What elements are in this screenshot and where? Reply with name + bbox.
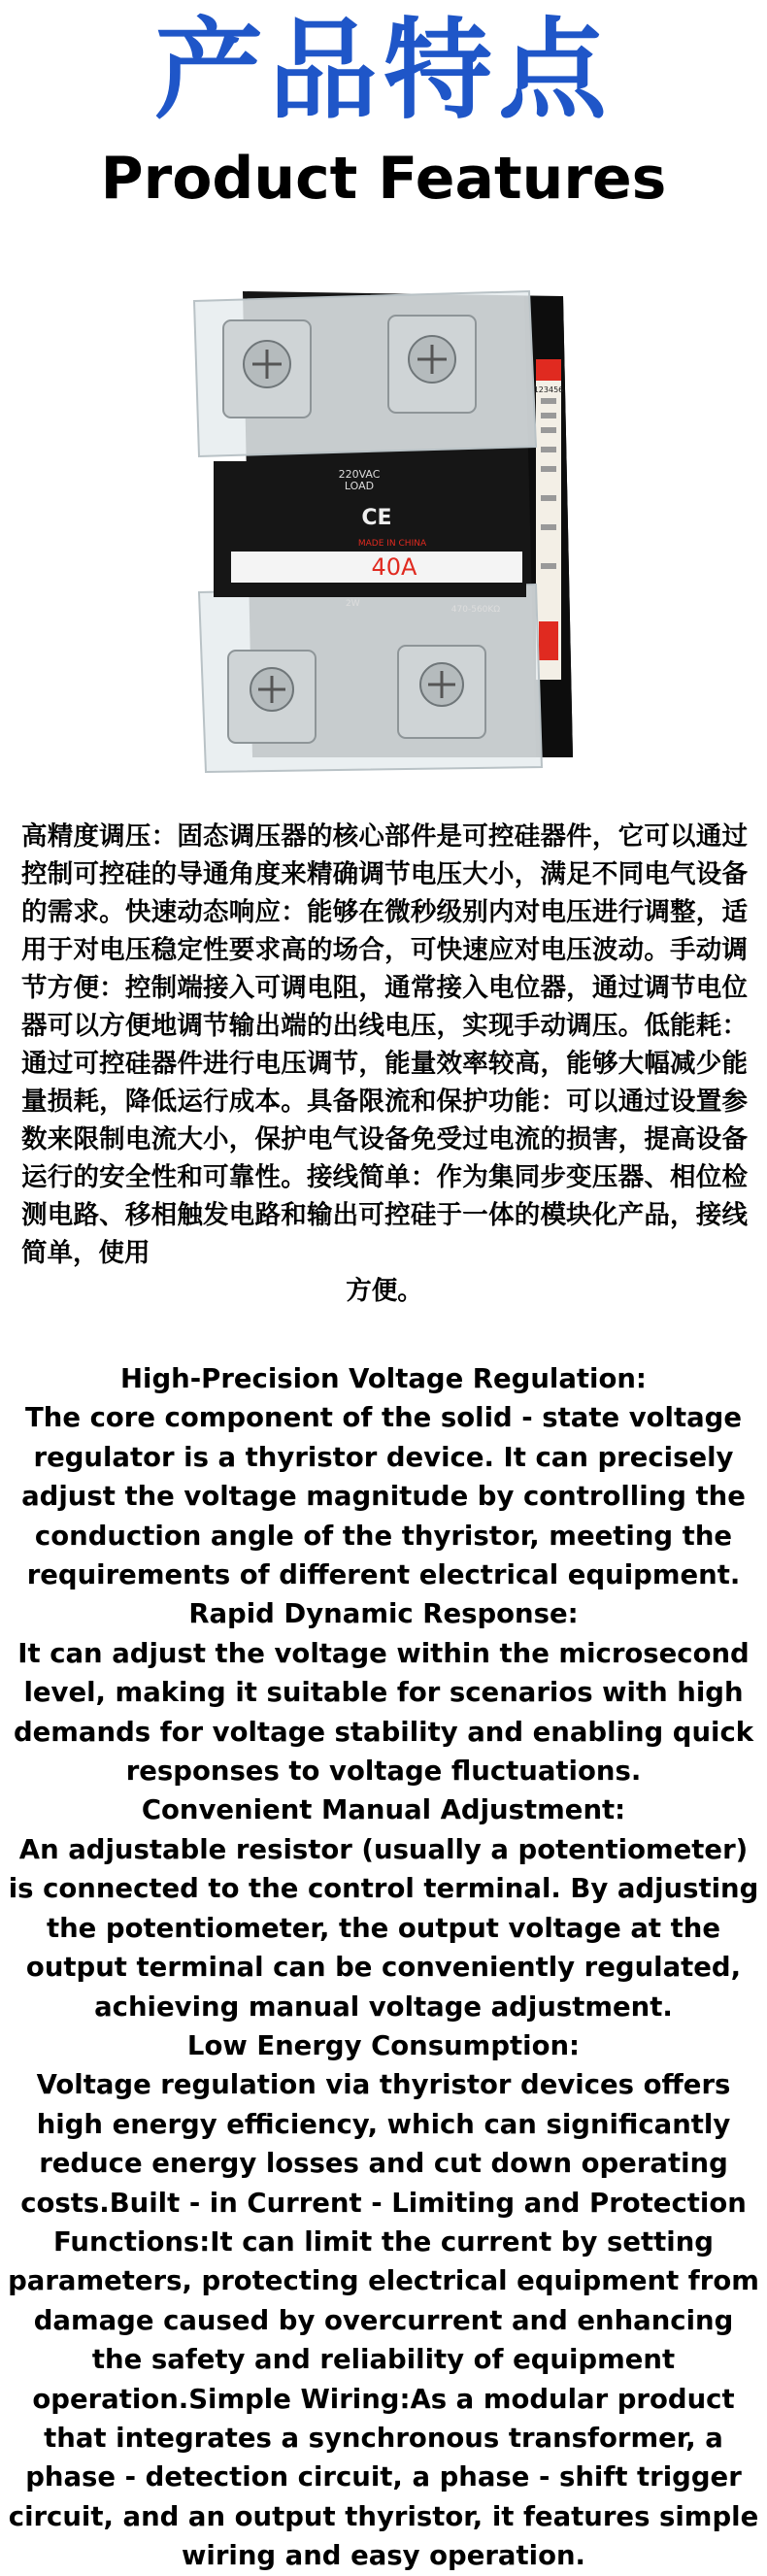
front-label-panel — [214, 461, 526, 615]
description-chinese — [21, 818, 748, 1310]
side-label: 123456 — [533, 385, 564, 394]
ce-mark: CE — [361, 506, 392, 530]
screw-terminal-top-left — [223, 320, 311, 418]
power-rating: 2W — [346, 599, 360, 609]
page-title-chinese: 产品特点 — [154, 8, 613, 134]
made-in-label: MADE IN CHINA — [357, 539, 427, 549]
feature-text-response: It can adjust the voltage within the microsecond level, making it suitable for scenarios with high demands for voltage stability and enabling quick responses to voltage fluctuations. — [13, 1637, 754, 1788]
resistance-rating: 470-560KΩ — [450, 605, 501, 615]
feature-text-precision: The core component of the solid - state voltage regulator is a thyristor device. It can precisely adjust the voltage magnitude by controlling the conduction angle of the thyristor, meeting the requirements of different electrical equipment. — [21, 1402, 746, 1591]
load-label-voltage: 220VAC — [338, 468, 381, 481]
product-image-voltage-regulator — [155, 272, 612, 796]
description-chinese-body: 高精度调压：固态调压器的核心部件是可控硅器件，它可以通过控制可控硅的导通角度来精确调节电压大小，满足不同电气设备的需求。快速动态响应：能够在微秒级别内对电压进行调整，适用于对电压稳定性要求高的场合，可快速应对电压波动。手动调节方便：控制端接入可调电阻，通常接入电位器，通过调节电位器可以方便地调节输出端的出线电压，实现手动调压。低能耗：通过可控硅器件进行电压调节，能量效率较高，能够大幅减少能量损耗，降低运行成本。具备限流和保护功能：可以通过设置参数来限制电流大小，保护电气设备免受过电流的损害，提高设备运行的安全性和可靠性。接线简单：作为集同步变压器、相位检测电路、移相触发电路和输出可控硅于一体的模块化产品，接线简单，使用 — [21, 821, 748, 1268]
current-rating: 40A — [371, 553, 417, 581]
screw-terminal-bottom-right — [398, 646, 485, 738]
screw-terminal-bottom-left — [228, 651, 316, 743]
feature-heading-energy: Low Energy Consumption: — [186, 2029, 581, 2061]
feature-heading-precision: High-Precision Voltage Regulation: — [120, 1363, 647, 1394]
feature-text-energy: Voltage regulation via thyristor devices offers high energy efficiency, which can significantly reduce energy losses and cut down operating costs.Built - in Current - Limiting and Protection Functions:It can limit the current by setting parameters, protecting electrical equipment from damage caused by overcurrent and enhancing the safety and reliability of equipment operation.Simple Wiring:As a modular product that integrates a synchronous transformer, a phase - detection circuit, a phase - shift trigger circuit, and an output thyristor, it features simple wiring and easy operation. — [8, 2069, 759, 2572]
feature-heading-response: Rapid Dynamic Response: — [188, 1598, 579, 1630]
feature-text-manual: An adjustable resistor (usually a potentiometer) is connected to the control terminal. By adjusting the potentiometer, the output voltage at the output terminal can be conveniently regulated, achieving manual voltage adjustment. — [8, 1833, 759, 2023]
page-title-english: Product Features — [100, 145, 667, 213]
load-label-text: LOAD — [344, 480, 375, 492]
side-sticker — [536, 359, 561, 680]
screw-terminal-top-right — [388, 316, 476, 413]
description-chinese-tail: 方便。 — [346, 1276, 423, 1306]
feature-heading-manual: Convenient Manual Adjustment: — [141, 1794, 626, 1826]
description-english — [8, 1359, 759, 2576]
